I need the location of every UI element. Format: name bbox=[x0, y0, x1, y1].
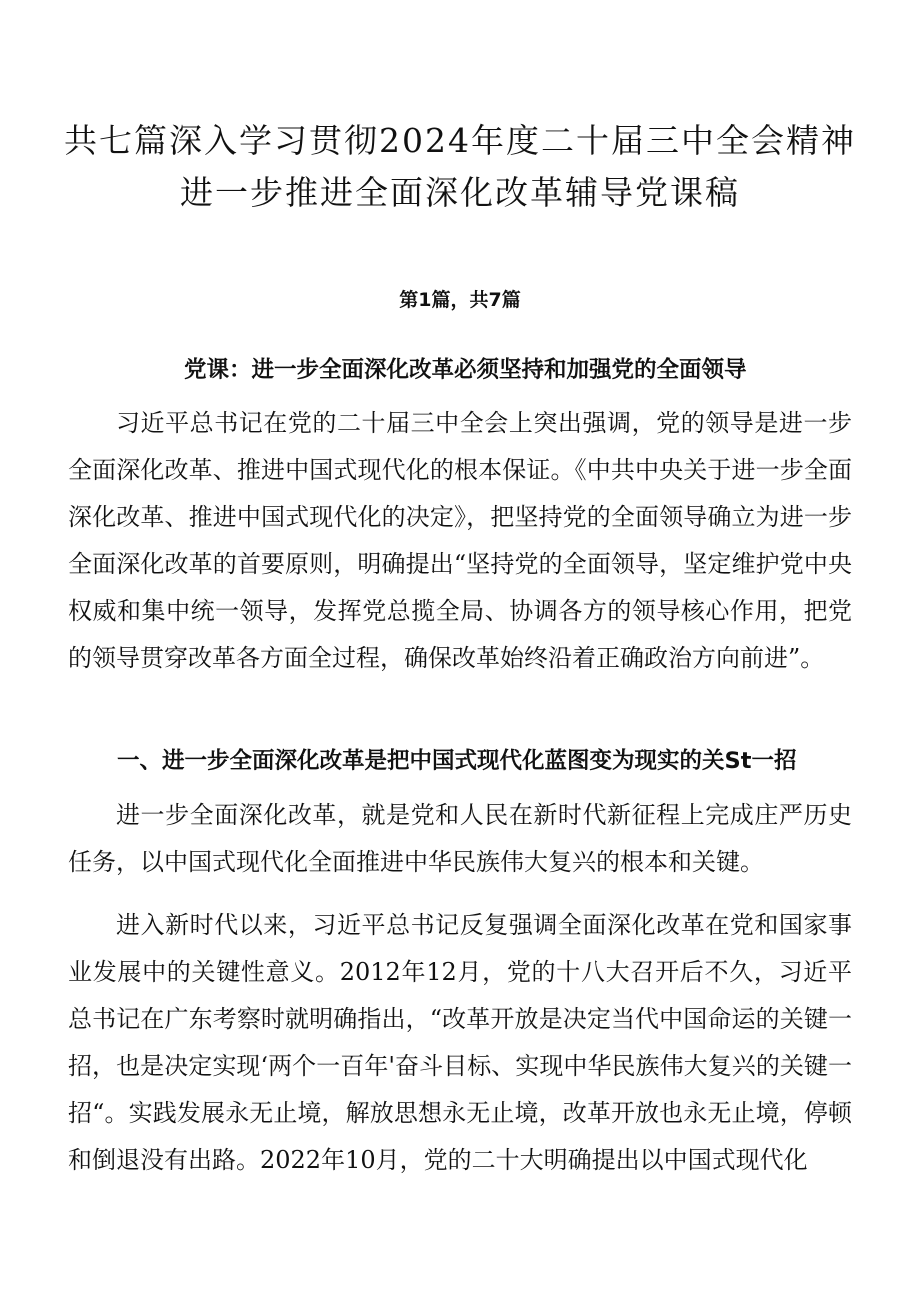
section-heading-1: 一、进一步全面深化改革是把中国式现代化蓝图变为现实的关St一招 bbox=[117, 748, 797, 774]
body-paragraph-1: 习近平总书记在党的二十届三中全会上突出强调，党的领导是进一步全面深化改革、推进中国式现代化的根本保证。《中共中央关于进一步全面深化改革、推进中国式现代化的决定》，把坚持党的全面领导确立为进一步全面深化改革的首要原则，明确提出“坚持党的全面领导，坚定维护党中央权威和集中统一领导，发挥党总揽全局、协调各方的领导核心作用，把党的领导贯穿改革各方面全过程，确保改革始终沿着正确政治方向前进”。 bbox=[68, 409, 852, 672]
main-heading: 党课：进一步全面深化改革必须坚持和加强党的全面领导 bbox=[184, 357, 747, 383]
document-title-line-2: 进一步推进全面深化改革辅导党课稿 bbox=[180, 173, 740, 212]
document-title-line-1: 共七篇深入学习贯彻2024年度二十届三中全会精神 bbox=[64, 121, 856, 160]
body-paragraph-3: 进入新时代以来，习近平总书记反复强调全面深化改革在党和国家事业发展中的关键性意义。2012年12月，党的十八大召开后不久，习近平总书记在广东考察时就明确指出，“改革开放是决定当代中国命运的关键一招，也是决定实现‘两个一百年'奋斗目标、实现中华民族伟大复兴的关键一招“。实践发展永无止境，解放思想永无止境，改革开放也永无止境，停顿和倒退没有出路。2022年10月，党的二十大明确提出以中国式现代化 bbox=[68, 911, 852, 1174]
body-paragraph-2: 进一步全面深化改革，就是党和人民在新时代新征程上完成庄严历史任务，以中国式现代化全面推进中华民族伟大复兴的根本和关键。 bbox=[68, 801, 852, 876]
part-label: 第1篇，共7篇 bbox=[399, 289, 521, 311]
